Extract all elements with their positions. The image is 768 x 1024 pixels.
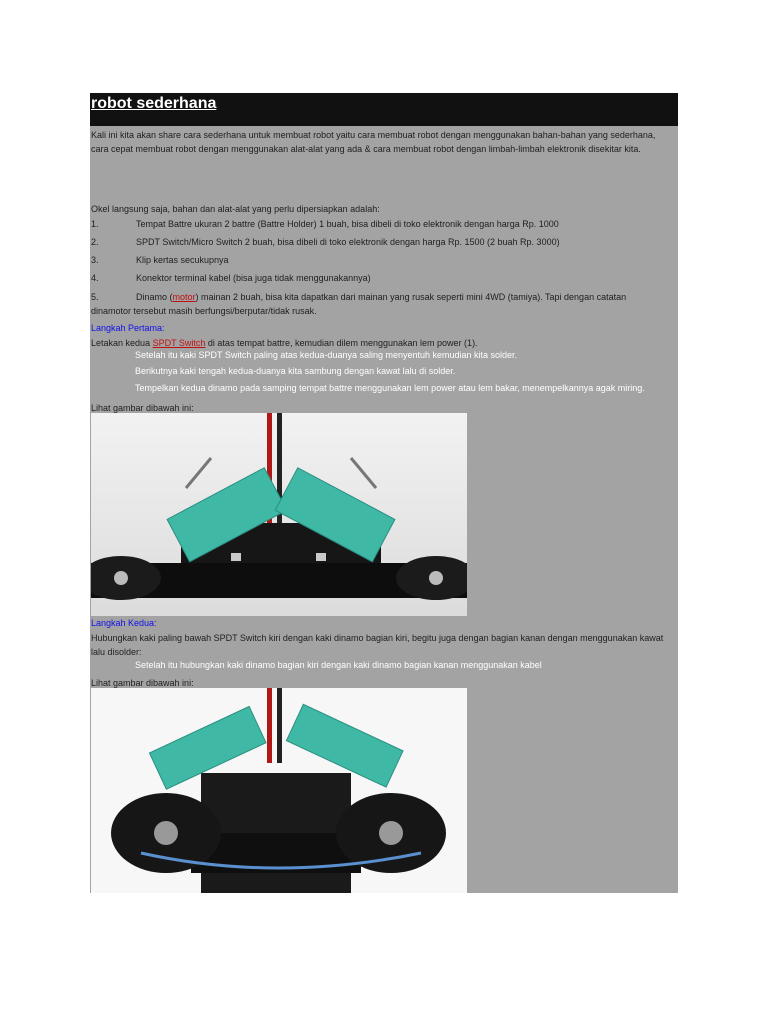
material-5-line (136, 290, 626, 304)
material-2-text: SPDT Switch/Micro Switch 2 buah, bisa dibeli di toko elektronik dengan harga Rp. 1500 (2 buah Rp. 3000) (136, 237, 560, 247)
material-3-text: Klip kertas secukupnya (136, 255, 229, 265)
bullet-dot (68, 663, 72, 667)
material-4-text: Konektor terminal kabel (bisa juga tidak menggunakannya) (136, 273, 371, 283)
step2-see-image: Lihat gambar dibawah ini: (91, 678, 194, 688)
photo-switches-on-battery-holder (91, 413, 467, 616)
bullet-dot (68, 369, 72, 373)
step2-heading: Langkah Kedua: (91, 618, 157, 628)
photo-2-illustration (91, 688, 467, 893)
step2-line: Hubungkan kaki paling bawah SPDT Switch kiri dengan kaki dinamo bagian kiri, begitu juga dengan bagian kanan dengan menggunakan kawat lalu disolder: (91, 633, 664, 657)
step1-see-image: Lihat gambar dibawah ini: (91, 403, 194, 413)
spdt-switch-link[interactable]: SPDT Switch (152, 338, 206, 348)
material-2-num: 2. (91, 237, 99, 247)
material-4-num: 4. (91, 273, 99, 283)
material-1-num: 1. (91, 219, 99, 229)
material-5-cont: dinamotor tersebut masih berfungsi/berputar/tidak rusak. (91, 306, 317, 316)
step2-bullet-1: Setelah itu hubungkan kaki dinamo bagian kiri dengan kaki dinamo bagian kanan menggunakan kabel (135, 660, 542, 670)
photo-1-illustration (91, 413, 467, 616)
step1-after: di atas tempat battre, kemudian dilem menggunakan lem power (1). (205, 338, 478, 348)
step1-before: Letakan kedua (91, 338, 153, 348)
title-bar (90, 93, 678, 126)
bullet-dot (68, 353, 72, 357)
step1-bullet-1: Setelah itu kaki SPDT Switch paling atas kedua-duanya saling menyentuh kemudian kita solder. (135, 350, 518, 360)
step1-bullet-3: Tempelkan kedua dinamo pada samping tempat battre menggunakan lem power atau lem bakar, menempelkannya agak miring. (135, 383, 645, 393)
bullet-dot (68, 386, 72, 390)
material-5-num: 5. (91, 292, 99, 302)
step1-bullet-2: Berikutnya kaki tengah kedua-duanya kita sambung dengan kawat lalu di solder. (135, 366, 456, 376)
motor-link[interactable]: motor (172, 292, 196, 302)
photo-dinamo-wiring (91, 688, 467, 893)
material-5-after: ) mainan 2 buah, bisa kita dapatkan dari mainan yang rusak seperti mini 4WD (tamiya). Tapi dengan catatan (195, 292, 627, 302)
prep-line: Okel langsung saja, bahan dan alat-alat yang perlu dipersiapkan adalah: (91, 204, 380, 214)
material-1-text: Tempat Battre ukuran 2 battre (Battre Holder) 1 buah, bisa dibeli di toko elektronik dengan harga Rp. 1000 (136, 219, 559, 229)
article-body (90, 126, 678, 893)
page-title[interactable]: robot sederhana (91, 95, 217, 112)
intro-paragraph: Kali ini kita akan share cara sederhana untuk membuat robot yaitu cara membuat robot dengan menggunakan bahan-bahan yang sederhana, cara cepat membuat robot dengan menggunakan alat-alat yang ada & cara membuat robot dengan limbah-limbah elektronik disekitar kita. (91, 130, 656, 154)
step1-heading: Langkah Pertama: (91, 323, 165, 333)
material-5-before: Dinamo ( (136, 292, 173, 302)
material-3-num: 3. (91, 255, 99, 265)
